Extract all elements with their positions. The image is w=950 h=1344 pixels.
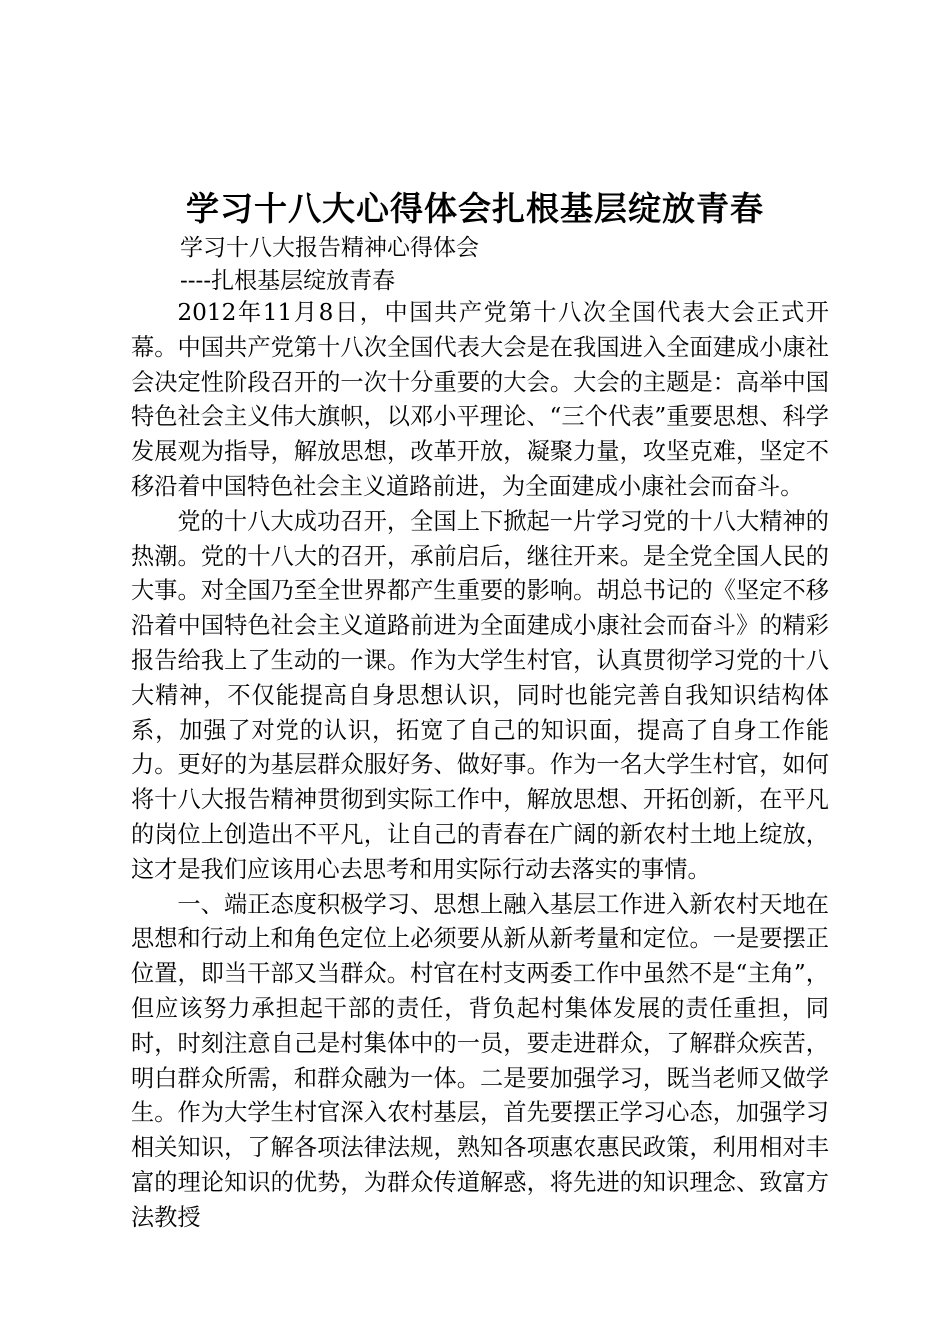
document-body [131, 296, 829, 1236]
document-subtitle-line2: ----扎根基层绽放青春 [180, 268, 396, 294]
document-title: 学习十八大心得体会扎根基层绽放青春 [186, 189, 764, 228]
paragraph: 2012年11月8日，中国共产党第十八次全国代表大会正式开幕。中国共产党第十八次全国代表大会是在我国进入全面建成小康社会决定性阶段召开的一次十分重要的大会。大会的主题是：高举中国特色社会主义伟大旗帜，以邓小平理论、“三个代表”重要思想、科学发展观为指导，解放思想，改革开放，凝聚力量，攻坚克难，坚定不移沿着中国特色社会主义道路前进，为全面建成小康社会而奋斗。 [131, 299, 829, 500]
paragraph: 一、端正态度积极学习、思想上融入基层工作进入新农村天地在思想和行动上和角色定位上必须要从新从新考量和定位。一是要摆正位置，即当干部又当群众。村官在村支两委工作中虽然不是“主角”，但应该努力承担起干部的责任，背负起村集体发展的责任重担，同时，时刻注意自己是村集体中的一员，要走进群众，了解群众疾苦，明白群众所需，和群众融为一体。二是要加强学习，既当老师又做学生。作为大学生村官深入农村基层，首先要摆正学习心态，加强学习相关知识，了解各项法律法规，熟知各项惠农惠民政策，利用相对丰富的理论知识的优势，为群众传道解惑，将先进的知识理念、致富方法教授 [131, 890, 829, 1231]
paragraph: 党的十八大成功召开，全国上下掀起一片学习党的十八大精神的热潮。党的十八大的召开，承前启后，继往开来。是全党全国人民的大事。对全国乃至全世界都产生重要的影响。胡总书记的《坚定不移沿着中国特色社会主义道路前进为全面建成小康社会而奋斗》的精彩报告给我上了生动的一课。作为大学生村官，认真贯彻学习党的十八大精神，不仅能提高自身思想认识，同时也能完善自我知识结构体系，加强了对党的认识，拓宽了自己的知识面，提高了自身工作能力。更好的为基层群众服好务、做好事。作为一名大学生村官，如何将十八大报告精神贯彻到实际工作中，解放思想、开拓创新，在平凡的岗位上创造出不平凡，让自己的青春在广阔的新农村土地上绽放，这才是我们应该用心去思考和用实际行动去落实的事情。 [131, 507, 829, 883]
document-subtitle: 学习十八大报告精神心得体会 [180, 235, 479, 261]
